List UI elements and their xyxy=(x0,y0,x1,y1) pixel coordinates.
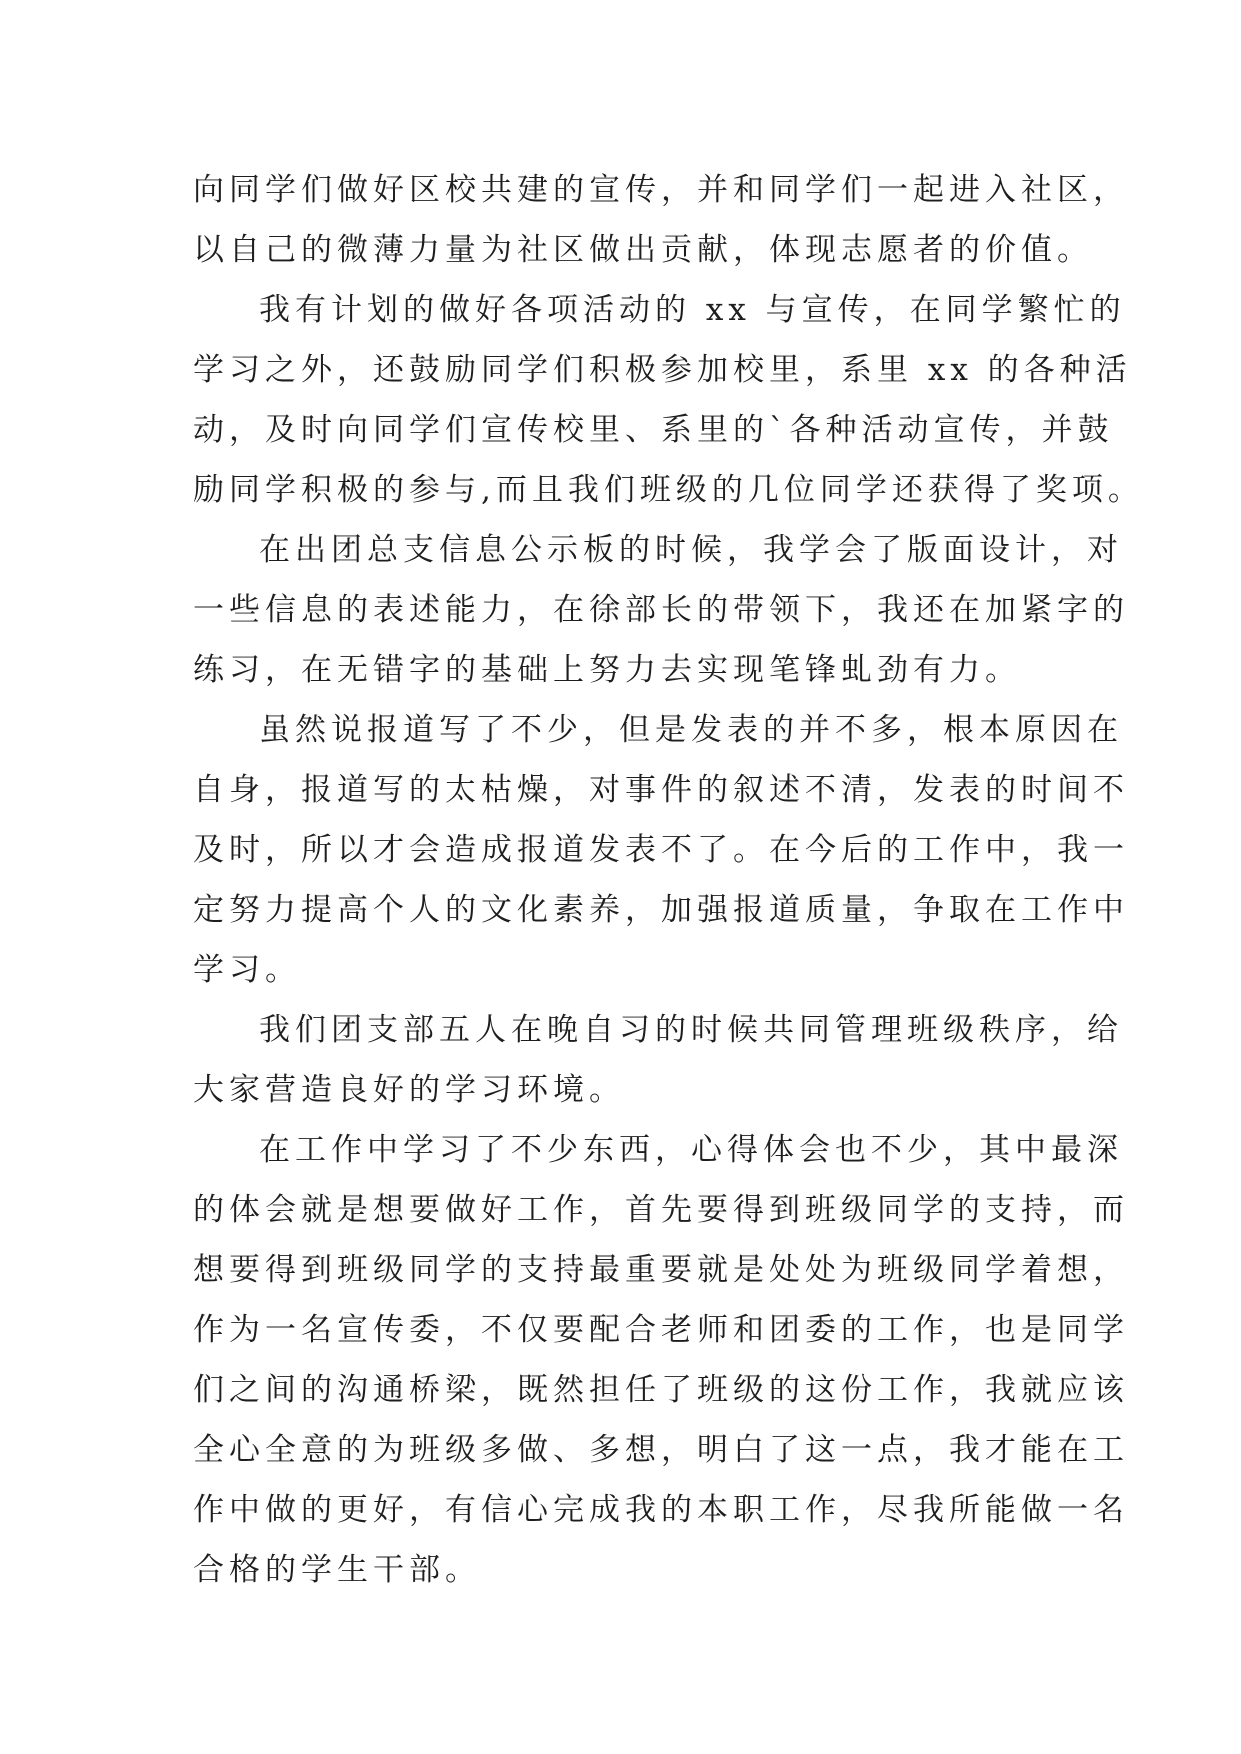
text-line: 的体会就是想要做好工作，首先要得到班级同学的支持，而 xyxy=(193,1192,1129,1228)
text-line: 作为一名宣传委，不仅要配合老师和团委的工作，也是同学 xyxy=(193,1312,1129,1348)
text-line: 励同学积极的参与,而且我们班级的几位同学还获得了奖项。 xyxy=(193,472,1144,508)
text-line: 学习。 xyxy=(193,952,301,988)
paragraph-start-line: 在出团总支信息公示板的时候，我学会了版面设计，对 xyxy=(259,532,1123,568)
text-line: 定努力提高个人的文化素养，加强报道质量，争取在工作中 xyxy=(193,892,1129,928)
text-line: 全心全意的为班级多做、多想，明白了这一点，我才能在工 xyxy=(193,1432,1129,1468)
text-line: 以自己的微薄力量为社区做出贡献，体现志愿者的价值。 xyxy=(193,232,1093,268)
text-line: 自身，报道写的太枯燥，对事件的叙述不清，发表的时间不 xyxy=(193,772,1129,808)
text-line: 们之间的沟通桥梁，既然担任了班级的这份工作，我就应该 xyxy=(193,1372,1129,1408)
text-line: 一些信息的表述能力，在徐部长的带领下，我还在加紧字的 xyxy=(193,592,1129,628)
text-line: 动，及时向同学们宣传校里、系里的`各种活动宣传，并鼓 xyxy=(193,412,1114,448)
text-line: 大家营造良好的学习环境。 xyxy=(193,1072,625,1108)
text-line: 向同学们做好区校共建的宣传，并和同学们一起进入社区， xyxy=(193,172,1129,208)
text-line: 练习，在无错字的基础上努力去实现笔锋虬劲有力。 xyxy=(193,652,1021,688)
paragraph-start-line: 我有计划的做好各项活动的 xx 与宣传，在同学繁忙的 xyxy=(259,292,1126,328)
text-line: 作中做的更好，有信心完成我的本职工作，尽我所能做一名 xyxy=(193,1492,1129,1528)
paragraph-start-line: 我们团支部五人在晚自习的时候共同管理班级秩序，给 xyxy=(259,1012,1123,1048)
text-line: 及时，所以才会造成报道发表不了。在今后的工作中，我一 xyxy=(193,832,1129,868)
text-line: 合格的学生干部。 xyxy=(193,1552,481,1588)
document-body xyxy=(193,160,1144,1600)
paragraph-start-line: 虽然说报道写了不少，但是发表的并不多，根本原因在 xyxy=(259,712,1123,748)
text-line: 学习之外，还鼓励同学们积极参加校里，系里 xx 的各种活 xyxy=(193,352,1132,388)
text-line: 想要得到班级同学的支持最重要就是处处为班级同学着想， xyxy=(193,1252,1129,1288)
paragraph-start-line: 在工作中学习了不少东西，心得体会也不少，其中最深 xyxy=(259,1132,1123,1168)
